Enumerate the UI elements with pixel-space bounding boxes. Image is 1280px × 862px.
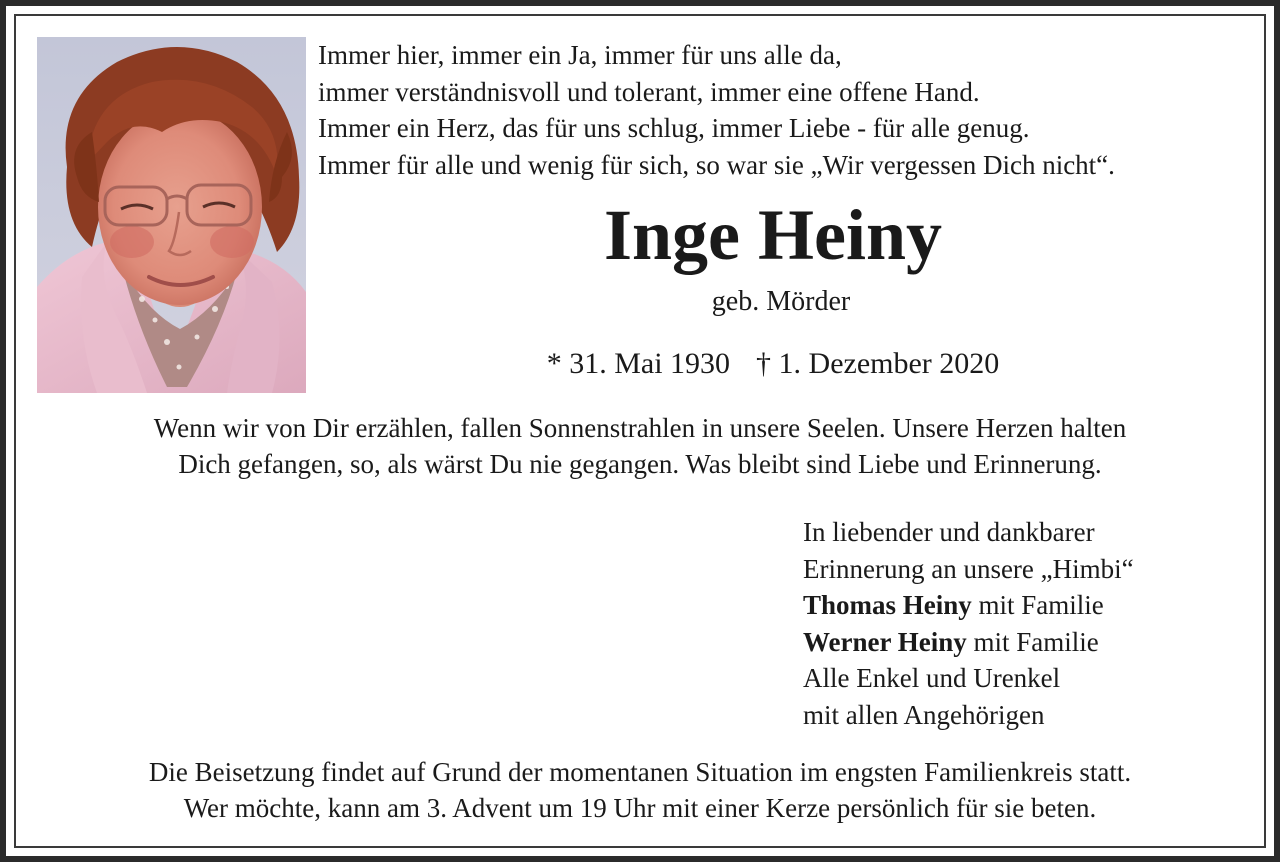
mourners-intro: In liebender und dankbarer (803, 517, 1095, 547)
quote-line: Dich gefangen, so, als wärst Du nie gegangen. Was bleibt sind Liebe und Erinnerung. (178, 449, 1102, 479)
mourner-family (803, 624, 1243, 661)
memorial-quote (20, 410, 1260, 482)
mourner-suffix: mit Familie (971, 590, 1104, 621)
poem-line: Immer für alle und wenig für sich, so war sie „Wir vergessen Dich nicht“. (318, 149, 1115, 180)
birth-name: geb. Mörder (711, 286, 851, 317)
portrait-photo (37, 37, 306, 393)
mourner-family (803, 587, 1243, 624)
notice-line: Die Beisetzung findet auf Grund der momentanen Situation im engsten Familienkreis statt. (148, 757, 1132, 787)
mourner-name: Thomas Heiny (803, 590, 972, 621)
funeral-notice (20, 754, 1260, 826)
portrait-illustration (37, 37, 306, 393)
poem-line: Immer ein Herz, das für uns schlug, immer Liebe - für alle genug. (318, 113, 1030, 143)
poem-line: Immer hier, immer ein Ja, immer für uns alle da, (318, 40, 842, 70)
deceased-name: Inge Heiny (603, 195, 943, 275)
birth-date: * 31. Mai 1930 (546, 347, 731, 380)
mourners-list (803, 514, 1243, 734)
mourners-grandchildren: Alle Enkel und Urenkel (803, 663, 1061, 694)
notice-line: Wer möchte, kann am 3. Advent um 19 Uhr mit einer Kerze persönlich für sie beten. (183, 793, 1097, 823)
mourner-suffix: mit Familie (966, 626, 1099, 657)
quote-line: Wenn wir von Dir erzählen, fallen Sonnenstrahlen in unsere Seelen. Unsere Herzen halten (153, 413, 1127, 443)
poem (318, 37, 1268, 183)
mourners-relatives: mit allen Angehörigen (803, 699, 1045, 730)
mourners-intro: Erinnerung an unsere „Himbi“ (803, 553, 1134, 584)
death-date: † 1. Dezember 2020 (756, 347, 1000, 380)
mourner-name: Werner Heiny (803, 626, 967, 657)
life-dates (318, 343, 1228, 385)
poem-line: immer verständnisvoll und tolerant, immer eine offene Hand. (318, 76, 980, 107)
